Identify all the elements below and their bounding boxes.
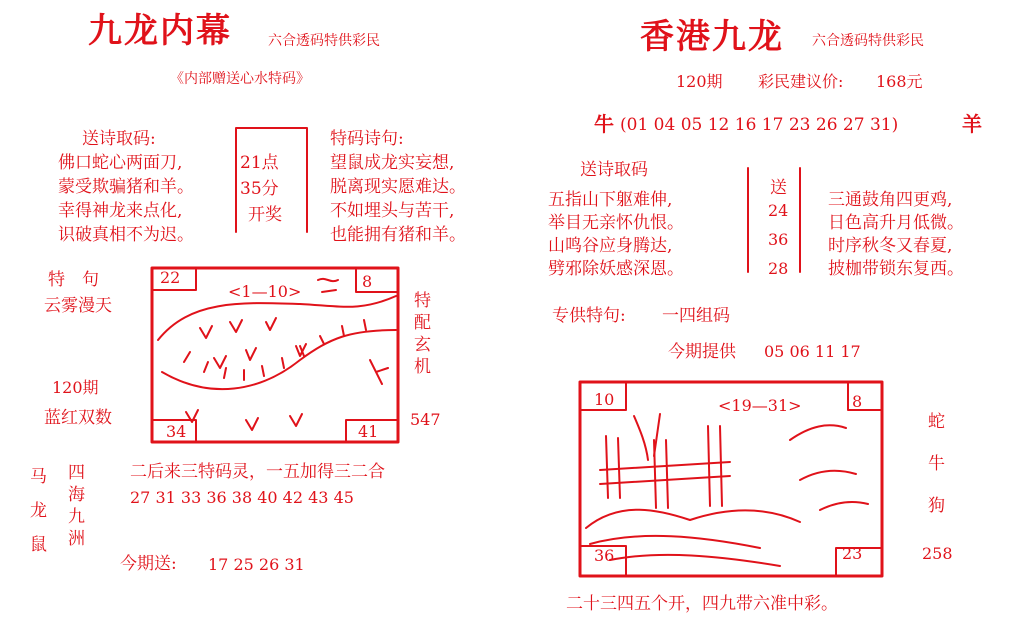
left-numbers: 27 31 33 36 38 40 42 43 45 xyxy=(130,488,354,507)
right-poem-line-4: 劈邪除妖感深恩。 xyxy=(548,259,684,279)
draw-time-label: 开奖 xyxy=(248,205,282,225)
special-value: 一四组码 xyxy=(662,306,730,326)
left-issue: 120期 xyxy=(52,378,99,397)
right-today-label: 今期提供 xyxy=(668,342,736,362)
send-number-1: 24 xyxy=(768,201,789,220)
special-poem-line-1: 望鼠成龙实妄想, xyxy=(330,153,455,173)
right-poem-line-2: 举目无亲怀仇恨。 xyxy=(548,213,684,233)
right-poem-line-1: 五指山下躯难伸, xyxy=(548,190,673,210)
send-label: 送 xyxy=(770,178,787,198)
draw-time-box xyxy=(236,128,307,232)
left-poem-line-1: 佛口蛇心两面刀, xyxy=(58,153,183,173)
right-separator xyxy=(748,168,800,272)
special-phrase: 云雾漫天 xyxy=(44,296,112,316)
left-corner-top-right: 8 xyxy=(362,272,373,291)
left-poem-line-2: 蒙受欺骗猪和羊。 xyxy=(58,177,194,197)
zodiac-numbers: (01 04 05 12 16 17 23 26 27 31) xyxy=(620,115,899,135)
special-poem-line-2: 脱离现实愿难达。 xyxy=(330,177,466,197)
side-zodiac-1: 蛇 xyxy=(928,412,945,432)
left-banner: 《内部赠送心水特码》 xyxy=(170,71,310,87)
right-title: 香港九龙 xyxy=(640,17,784,57)
right-issue: 120期 xyxy=(676,72,723,91)
left-today-numbers: 17 25 26 31 xyxy=(208,555,305,574)
left-poem-heading: 送诗取码: xyxy=(82,129,156,149)
price-label: 彩民建议价: xyxy=(758,72,844,91)
zodiac-start: 牛 xyxy=(594,112,614,136)
right-poem-line-3: 山鸣谷应身腾达, xyxy=(548,236,673,256)
side-zodiac-3: 狗 xyxy=(928,496,945,516)
left-corner-bottom-right: 41 xyxy=(358,422,379,441)
right-poem2-line-1: 三通鼓角四更鸡, xyxy=(828,190,953,210)
right-subtitle: 六合透码特供彩民 xyxy=(812,33,924,49)
send-number-3: 28 xyxy=(768,259,789,278)
right-poem2-line-3: 时序秋冬又春夏, xyxy=(828,236,953,256)
side-zodiac-2: 牛 xyxy=(928,454,945,474)
issue-hint: 蓝红双数 xyxy=(44,408,112,428)
right-mountain xyxy=(586,510,800,528)
right-poem2-line-2: 日色高升月低微。 xyxy=(828,213,964,233)
right-range: <19—31> xyxy=(718,396,802,415)
left-poem-line-4: 识破真相不为迟。 xyxy=(58,225,194,245)
right-side-number: 258 xyxy=(922,544,953,563)
left-today-label: 今期送: xyxy=(120,554,177,574)
zodiac-end: 羊 xyxy=(962,112,982,136)
draw-time-hour: 21点 xyxy=(240,153,279,173)
special-poem-line-3: 不如埋头与苦干, xyxy=(330,201,455,221)
right-corner-bottom-left: 36 xyxy=(594,546,615,565)
right-poem-heading: 送诗取码 xyxy=(580,160,648,180)
left-poem-line-3: 幸得神龙来点化, xyxy=(58,201,183,221)
special-phrase-heading: 特 句 xyxy=(48,270,99,290)
special-label: 专供特句: xyxy=(552,306,626,326)
right-corner-bottom-right: 23 xyxy=(842,544,863,563)
price-value: 168元 xyxy=(876,72,923,91)
left-range: <1—10> xyxy=(228,282,302,301)
left-title: 九龙内幕 xyxy=(88,11,232,51)
side-label: 特配玄机 xyxy=(414,291,431,377)
send-number-2: 36 xyxy=(768,230,789,249)
special-poem-heading: 特码诗句: xyxy=(330,129,404,149)
draw-time-minute: 35分 xyxy=(240,179,279,199)
left-corner-top-left: 22 xyxy=(160,268,181,287)
special-poem-line-4: 也能拥有猪和羊。 xyxy=(330,225,466,245)
zodiac-column-2: 四海九洲 xyxy=(68,463,85,549)
left-subtitle: 六合透码特供彩民 xyxy=(268,33,380,49)
right-poem2-line-4: 披枷带锁东复西。 xyxy=(828,259,964,279)
right-corner-top-left: 10 xyxy=(594,390,615,409)
zodiac-column-1: 马龙鼠 xyxy=(30,467,47,555)
right-footer: 二十三四五个开，四九带六准中彩。 xyxy=(566,594,838,614)
left-corner-bottom-left: 34 xyxy=(166,422,187,441)
right-corner-top-right: 8 xyxy=(852,392,863,411)
left-rhyme: 二后来三特码灵，一五加得三二合 xyxy=(130,462,385,482)
right-today-numbers: 05 06 11 17 xyxy=(764,342,861,361)
left-side-number: 547 xyxy=(410,410,441,429)
